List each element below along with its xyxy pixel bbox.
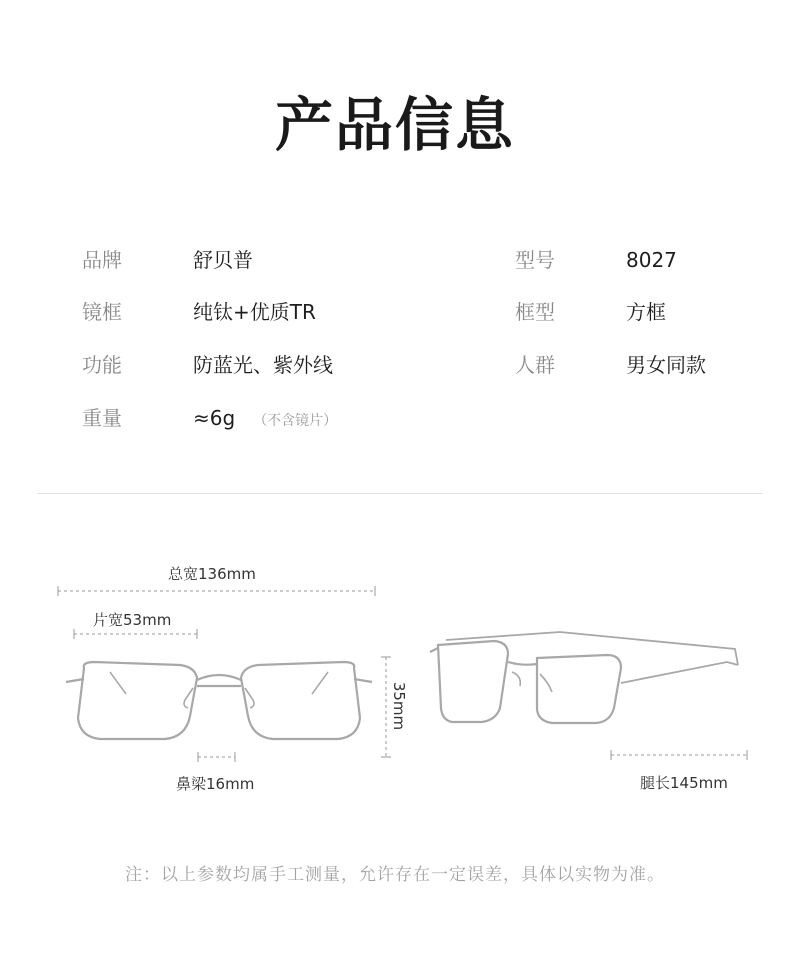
function-label: 功能 xyxy=(82,353,122,377)
audience-value: 男女同款 xyxy=(626,353,706,377)
brand-label: 品牌 xyxy=(82,248,122,272)
lens-width-label: 片宽53mm xyxy=(93,611,172,629)
total-width-label: 总宽136mm xyxy=(168,565,256,583)
model-label: 型号 xyxy=(515,248,555,272)
page-title: 产品信息 xyxy=(274,91,515,159)
weight-value: ≈6g xyxy=(193,406,236,430)
lens-frame-value: 纯钛+优质TR xyxy=(193,300,316,324)
temple-label: 腿长145mm xyxy=(640,774,728,792)
brand-value: 舒贝普 xyxy=(193,248,253,272)
function-value: 防蓝光、紫外线 xyxy=(193,353,333,377)
weight-note: （不含镜片） xyxy=(253,413,338,429)
frame-type-label: 框型 xyxy=(515,300,555,324)
bridge-label: 鼻梁16mm xyxy=(176,775,255,793)
glasses-angled-view xyxy=(430,632,738,723)
audience-label: 人群 xyxy=(515,353,555,377)
lens-frame-label: 镜框 xyxy=(82,300,122,324)
frame-type-value: 方框 xyxy=(626,300,666,324)
footnote: 注：以上参数均属手工测量，允许存在一定误差，具体以实物为准。 xyxy=(125,865,665,885)
height-label: 35mm xyxy=(390,681,409,731)
weight-label: 重量 xyxy=(82,406,122,430)
glasses-front-view xyxy=(66,662,372,739)
model-value: 8027 xyxy=(626,248,677,272)
